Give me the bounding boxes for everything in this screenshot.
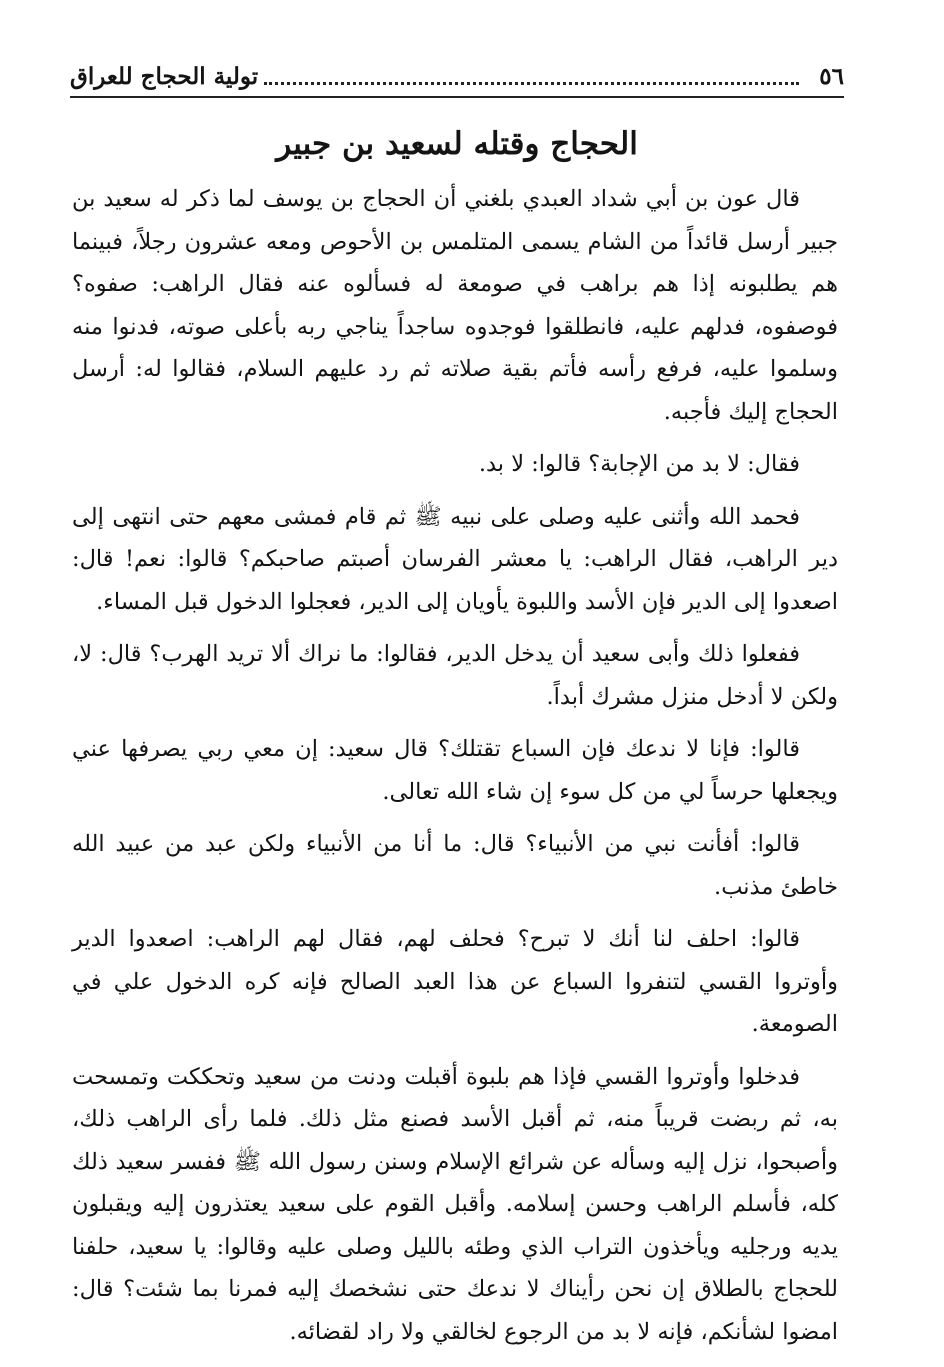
running-title: تولية الحجاج للعراق — [70, 62, 259, 90]
running-header — [70, 58, 844, 94]
paragraph: ففعلوا ذلك وأبى سعيد أن يدخل الدير، فقالوا: ما نراك ألا تريد الهرب؟ قال: لا، ولكن لا أدخل منزل مشرك أبداً. — [72, 641, 838, 710]
paragraph: قالوا: احلف لنا أنك لا تبرح؟ فحلف لهم، فقال لهم الراهب: اصعدوا الدير وأوتروا القسي لتنفروا السباع عن هذا العبد الصالح فإنه كره الدخول علي في الصومعة. — [72, 926, 838, 1037]
paragraph: قال عون بن أبي شداد العبدي بلغني أن الحجاج بن يوسف لما ذكر له سعيد بن جبير أرسل قائداً من الشام يسمى المتلمس بن الأحوص ومعه عشرون رجلاً، فبينما هم يطلبونه إذا هم براهب في صومعة له فسألوه عنه فقال الراهب: صفوه؟ فوصفوه، فدلهم عليه، فانطلقوا فوجدوه ساجداً يناجي ربه بأعلى صوته، فدنوا منه وسلموا عليه، فرفع رأسه فأتم بقية صلاته ثم رد عليهم السلام، فقالوا له: أرسل الحجاج إليك فأجبه. — [72, 186, 838, 425]
paragraph: فحمد الله وأثنى عليه وصلى على نبيه ﷺ ثم قام فمشى معهم حتى انتهى إلى دير الراهب، فقال الراهب: يا معشر الفرسان أصبتم صاحبكم؟ قالوا: نعم! قال: اصعدوا إلى الدير فإن الأسد واللبوة يأويان إلى الدير، فعجلوا الدخول قبل المساء. — [72, 503, 838, 615]
header-rule — [70, 96, 844, 98]
paragraph: فدخلوا وأوتروا القسي فإذا هم بلبوة أقبلت ودنت من سعيد وتحككت وتمسحت به، ثم ربضت قريباً منه، ثم أقبل الأسد فصنع مثل ذلك. فلما رأى الراهب ذلك، وأصبحوا، نزل إليه وسأله عن شرائع الإسلام وسنن رسول الله ﷺ ففسر سعيد ذلك كله، فأسلم الراهب وحسن إسلامه. وأقبل القوم على سعيد يعتذرون إليه ويقبلون يديه ورجليه ويأخذون التراب الذي وطئه بالليل وصلى عليه وقالوا: يا سعيد، حلفنا للحجاج بالطلاق إن نحن رأيناك لا ندعك حتى نشخصك إليه فمرنا بما شئت؟ قال: امضوا لشأنكم، فإنه لا بد من الرجوع لخالقي ولا راد لقضائه. — [72, 1063, 838, 1345]
chapter-title: الحجاج وقتله لسعيد بن جبير — [276, 126, 638, 162]
paragraph: قالوا: أفأنت نبي من الأنبياء؟ قال: ما أنا من الأنبياء ولكن عبد من عبيد الله خاطئ مذنب. — [72, 831, 838, 900]
paragraph: فقال: لا بد من الإجابة؟ قالوا: لا بد. — [478, 451, 800, 477]
page-number: ٥٦ — [819, 62, 844, 90]
paragraph: قالوا: فإنا لا ندعك فإن السباع تقتلك؟ قال سعيد: إن معي ربي يصرفها عني ويجعلها حرساً لي من كل سوء إن شاء الله تعالى. — [72, 736, 838, 805]
body-text — [72, 178, 838, 1363]
header-dot-leader — [264, 68, 799, 85]
